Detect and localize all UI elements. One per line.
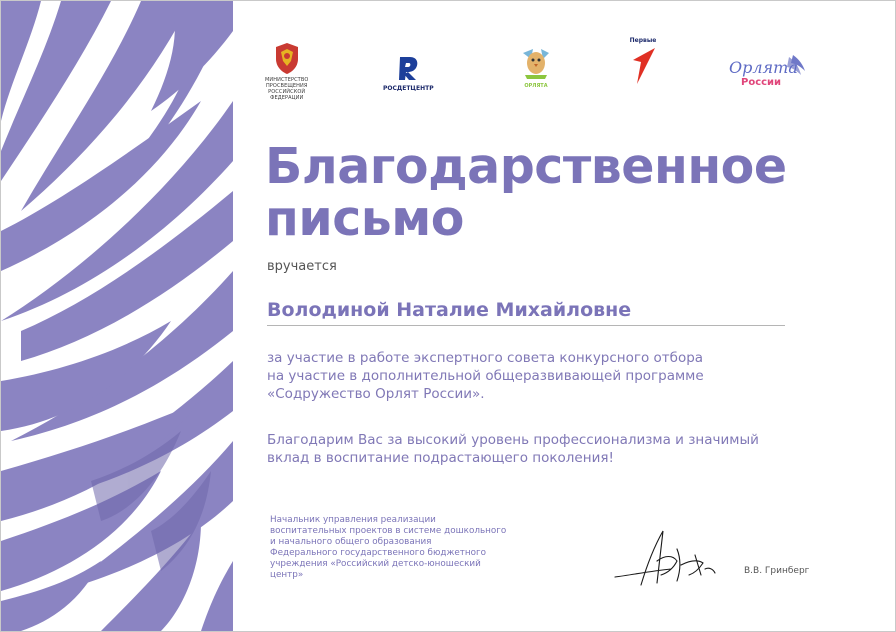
partner-logos bbox=[259, 37, 819, 111]
position-line: Федерального государственного бюджетного bbox=[270, 548, 487, 558]
reason-line: «Содружество Орлят России». bbox=[267, 386, 485, 402]
thanks-paragraph bbox=[267, 431, 759, 467]
thanks-line: Благодарим Вас за высокий уровень профессионализма и значимый bbox=[267, 432, 759, 448]
pervye-logo: Первые bbox=[629, 37, 657, 86]
ministry-caption: МИНИСТЕРСТВО ПРОСВЕЩЕНИЯ РОССИЙСКОЙ ФЕДЕРАЦИИ bbox=[265, 77, 309, 101]
page-title bbox=[265, 138, 865, 247]
title-line-1: Благодарственное bbox=[265, 138, 787, 195]
signer-name: В.В. Гринберг bbox=[744, 566, 810, 576]
svg-text:Орлята: Орлята bbox=[729, 58, 798, 77]
title-line-2: письмо bbox=[265, 190, 464, 247]
position-line: Начальник управления реализации bbox=[270, 515, 436, 525]
svg-text:России: России bbox=[741, 77, 782, 88]
position-line: учреждения «Российский детско-юношеский bbox=[270, 559, 481, 569]
orlyata-wing-icon bbox=[727, 53, 807, 89]
reason-line: за участие в работе экспертного совета конкурсного отбора bbox=[267, 350, 704, 366]
reason-line: на участие в дополнительной общеразвивающей программе bbox=[267, 368, 704, 384]
red-arrow-icon bbox=[629, 46, 657, 86]
orlyonok-logo: ОРЛЯТА bbox=[519, 45, 553, 89]
position-line: воспитательных проектов в системе дошкольного bbox=[270, 526, 507, 536]
r-letter-icon bbox=[394, 53, 422, 83]
decorative-pattern bbox=[1, 1, 233, 631]
position-line: центр» bbox=[270, 570, 304, 580]
awarded-label: вручается bbox=[267, 259, 337, 274]
bird-emblem-icon bbox=[519, 45, 553, 81]
reason-paragraph bbox=[267, 349, 704, 403]
eagle-emblem-icon bbox=[272, 41, 302, 75]
position-line: и начального общего образования bbox=[270, 537, 432, 547]
recipient-name: Володиной Наталие Михайловне bbox=[267, 299, 632, 321]
thanks-line: вклад в воспитание подрастающего поколения! bbox=[267, 450, 614, 466]
rosdetcenter-logo: РОСДЕТЦЕНТР bbox=[383, 53, 434, 92]
signatory-position bbox=[270, 515, 506, 581]
orlyata-rossii-logo bbox=[727, 53, 807, 89]
ministry-logo bbox=[265, 41, 308, 101]
recipient-underline bbox=[267, 325, 785, 326]
handwritten-signature bbox=[611, 525, 721, 591]
